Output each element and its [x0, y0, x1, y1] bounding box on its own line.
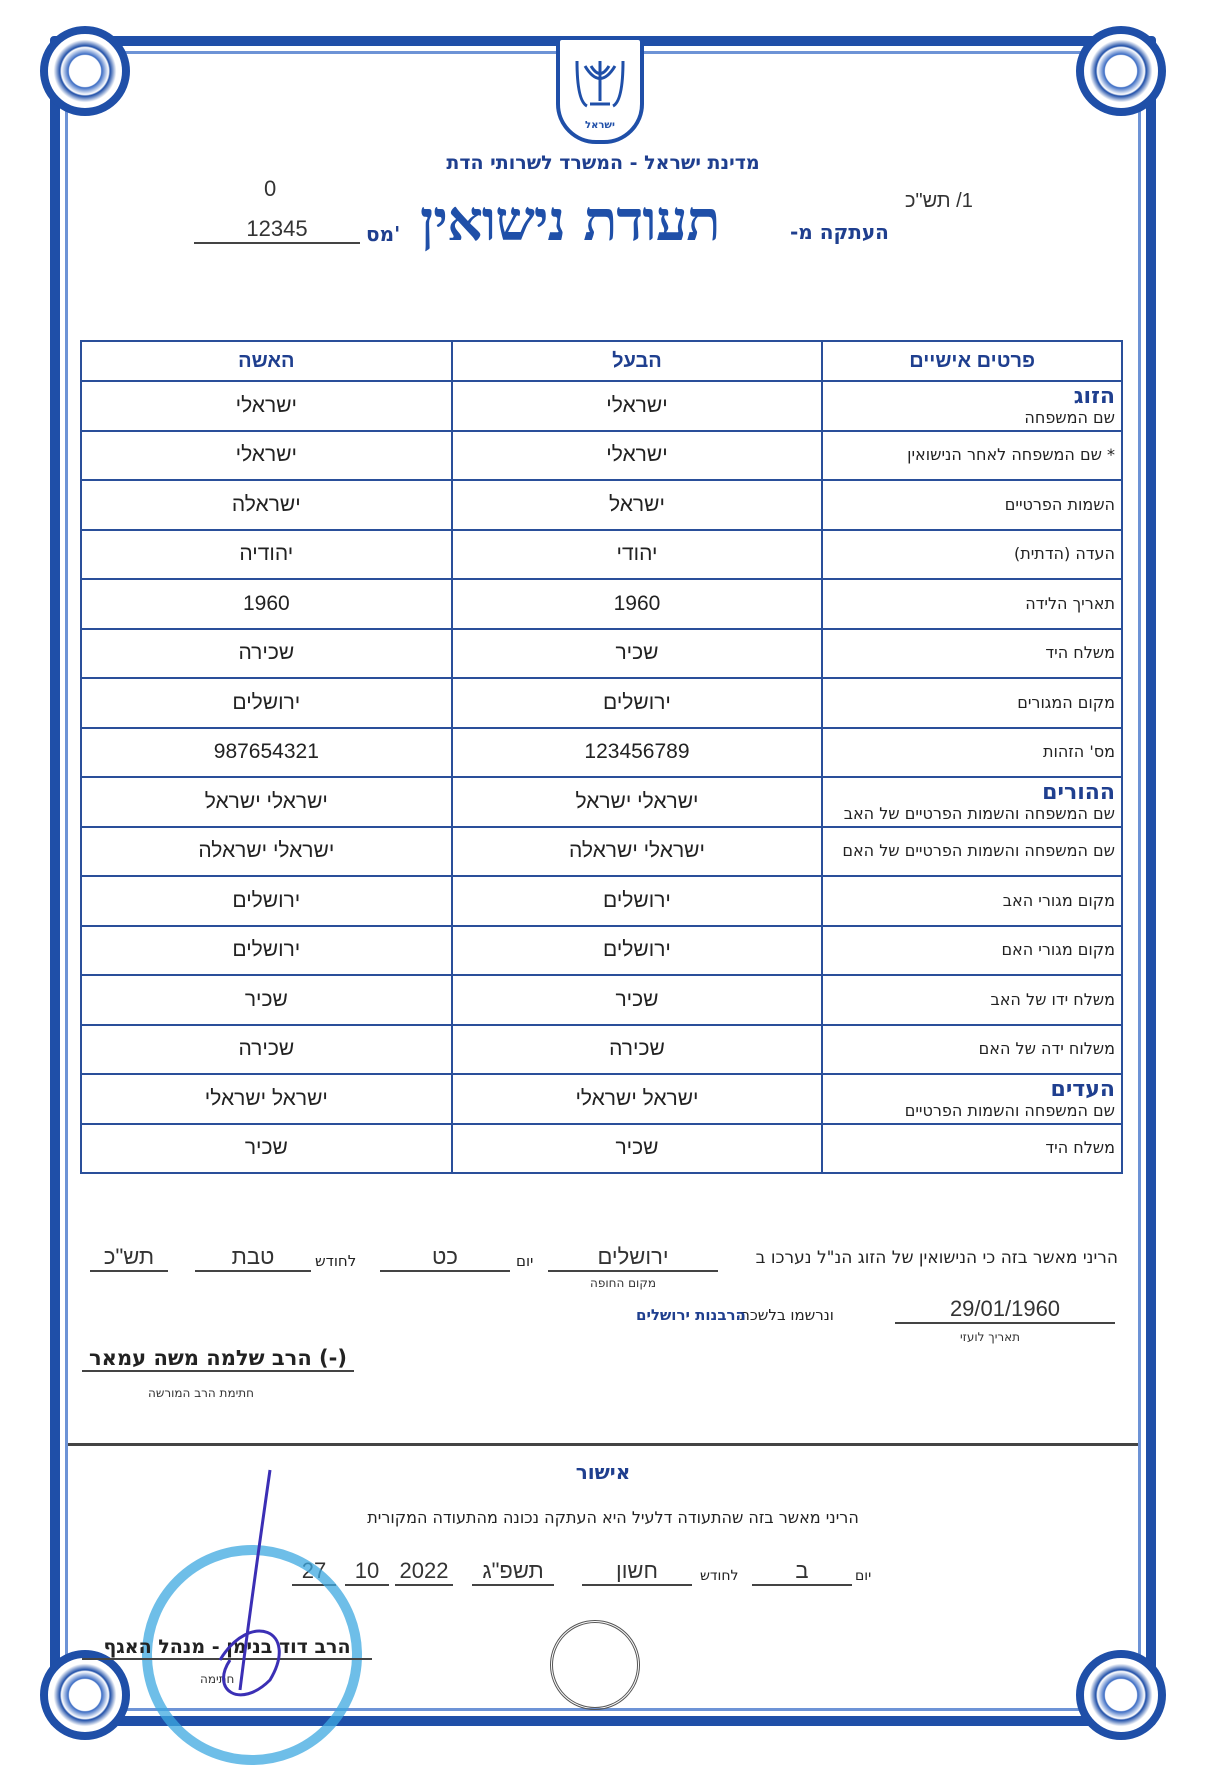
section-heading: העדים — [1050, 1076, 1115, 1102]
corner-ornament-icon — [40, 1650, 130, 1740]
state-emblem-icon: ישראל — [556, 36, 644, 144]
husband-value: שכיר — [452, 975, 823, 1025]
row-label — [822, 926, 1122, 976]
husband-value: יהודי — [452, 530, 823, 580]
husband-value: שכיר — [452, 629, 823, 679]
husband-value: שכיר — [452, 1124, 823, 1174]
husband-value: שכירה — [452, 1025, 823, 1075]
approval-date-year: 2022 — [395, 1558, 453, 1586]
row-label-text: משלח ידו של האב — [990, 989, 1115, 1009]
wife-value: שכירה — [81, 1025, 452, 1075]
approval-year: תשפ"ג — [472, 1558, 554, 1586]
copy-label: העתקה מ- — [790, 220, 889, 244]
husband-value: ישראלי ישראל — [452, 777, 823, 827]
table-row — [81, 431, 1122, 481]
wedding-place: ירושלים — [548, 1244, 718, 1272]
table-row — [81, 1025, 1122, 1075]
registry-name: הרבנות ירושלים — [636, 1306, 746, 1324]
row-label — [822, 876, 1122, 926]
row-label — [822, 579, 1122, 629]
table-row — [81, 728, 1122, 778]
row-label-text: העדה (הדתית) — [1013, 544, 1115, 564]
page-title: תעודת נישואין — [420, 188, 720, 254]
wife-value: יהודיה — [81, 530, 452, 580]
row-label — [822, 530, 1122, 580]
husband-value: ישראלי — [452, 381, 823, 431]
husband-value: ישראל — [452, 480, 823, 530]
approval-date-day: 27 — [292, 1558, 336, 1586]
wife-value: 987654321 — [81, 728, 452, 778]
wedding-month: טבת — [195, 1244, 311, 1272]
table-row — [81, 629, 1122, 679]
row-label-text: השמות הפרטיים — [1004, 494, 1115, 514]
approval-day: ב — [752, 1558, 852, 1586]
row-label — [822, 728, 1122, 778]
date-caption: תאריך לועזי — [960, 1330, 1021, 1344]
row-label — [822, 431, 1122, 481]
wife-value: ישראלי ישראל — [81, 777, 452, 827]
corner-ornament-icon — [40, 26, 130, 116]
day-label: יום — [516, 1252, 534, 1270]
row-label-text: משלוח ידה של האם — [978, 1039, 1115, 1059]
husband-value: ירושלים — [452, 926, 823, 976]
statement-text: הריני מאשר בזה כי הנישואין של הזוג הנ"ל נערכו ב — [755, 1248, 1118, 1268]
table-row — [81, 530, 1122, 580]
section-heading: הזוג — [1073, 383, 1115, 409]
approval-date-month: 10 — [345, 1558, 389, 1586]
approval-month-label: לחודש — [700, 1568, 739, 1584]
row-label-text: שם המשפחה והשמות הפרטיים של האם — [842, 841, 1115, 861]
table-row — [81, 381, 1122, 431]
wife-value: שכירה — [81, 629, 452, 679]
wife-value: ישראלי ישראלה — [81, 827, 452, 877]
husband-value: ישראל ישראלי — [452, 1074, 823, 1124]
row-label — [822, 975, 1122, 1025]
row-label-text: שם המשפחה והשמות הפרטיים — [904, 1101, 1115, 1121]
husband-value: 123456789 — [452, 728, 823, 778]
row-label-text: מקום המגורים — [1017, 692, 1115, 712]
wife-value: ישראלי — [81, 381, 452, 431]
table-row — [81, 777, 1122, 827]
wedding-year: תש"כ — [90, 1244, 168, 1272]
place-caption: מקום החופה — [590, 1276, 656, 1290]
rabbinate-seal-icon — [550, 1620, 640, 1710]
wife-value: ירושלים — [81, 926, 452, 976]
column-header: האשה — [81, 341, 452, 381]
wife-value: ישראלי — [81, 431, 452, 481]
signer-name: הרב דוד בנימן - מנהל האגף — [82, 1636, 372, 1660]
table-row — [81, 926, 1122, 976]
row-label — [822, 678, 1122, 728]
corner-ornament-icon — [1076, 1650, 1166, 1740]
row-label-text: מס' הזהות — [1042, 742, 1115, 762]
husband-value: ישראלי ישראלה — [452, 827, 823, 877]
row-label-text: שם המשפחה — [1024, 408, 1115, 428]
approval-title: אישור — [575, 1460, 631, 1484]
wife-value: ישראל ישראלי — [81, 1074, 452, 1124]
ministry-name: מדינת ישראל - המשרד לשרותי הדת — [446, 152, 760, 174]
rabbi-signature: (-) הרב שלמה משה עמאר — [82, 1346, 354, 1372]
wife-value: שכיר — [81, 975, 452, 1025]
signer-caption: חתימה — [200, 1672, 235, 1686]
table-row — [81, 678, 1122, 728]
row-label-text: מקום מגורי האם — [1001, 940, 1115, 960]
row-label — [822, 381, 1122, 431]
table-row — [81, 579, 1122, 629]
row-label-text: מקום מגורי האב — [1002, 890, 1115, 910]
column-header: פרטים אישיים — [822, 341, 1122, 381]
corner-ornament-icon — [1076, 26, 1166, 116]
row-label-text: משלח היד — [1045, 643, 1115, 663]
wife-value: 1960 — [81, 579, 452, 629]
table-row — [81, 480, 1122, 530]
table-row — [81, 1124, 1122, 1174]
handwritten-signature-icon — [180, 1460, 330, 1720]
number-top: 0 — [264, 176, 277, 201]
registered-label: ונרשמו בלשכת — [740, 1306, 834, 1324]
column-header: הבעל — [452, 341, 823, 381]
husband-value: ירושלים — [452, 678, 823, 728]
approval-day-label: יום — [855, 1568, 872, 1584]
divider — [68, 1443, 1138, 1446]
row-label-text: * שם המשפחה לאחר הנישואין — [907, 445, 1115, 465]
row-label-text: תאריך הלידה — [1025, 593, 1115, 613]
certificate-number: 12345 — [194, 216, 360, 244]
wife-value: ירושלים — [81, 876, 452, 926]
approval-text: הריני מאשר בזה שהתעודה דלעיל היא העתקה נכונה מהתעודה המקורית — [367, 1508, 859, 1527]
gregorian-date: 29/01/1960 — [895, 1296, 1115, 1324]
table-row — [81, 827, 1122, 877]
wife-value: ירושלים — [81, 678, 452, 728]
number-label: מס' — [366, 222, 401, 246]
row-label — [822, 1074, 1122, 1124]
table-row — [81, 975, 1122, 1025]
husband-value: ישראלי — [452, 431, 823, 481]
wife-value: שכיר — [81, 1124, 452, 1174]
table-row — [81, 1074, 1122, 1124]
rabbi-caption: חתימת הרב המורשה — [148, 1386, 255, 1400]
details-table — [80, 340, 1123, 1174]
husband-value: ירושלים — [452, 876, 823, 926]
table-row — [81, 876, 1122, 926]
row-label-text: שם המשפחה והשמות הפרטיים של האב — [843, 804, 1115, 824]
row-label — [822, 777, 1122, 827]
row-label — [822, 480, 1122, 530]
series-label: 1/ תש"כ — [905, 190, 973, 212]
wife-value: ישראלה — [81, 480, 452, 530]
row-label — [822, 827, 1122, 877]
row-label-text: משלח היד — [1045, 1138, 1115, 1158]
husband-value: 1960 — [452, 579, 823, 629]
wedding-day: כט — [380, 1244, 510, 1272]
section-heading: ההורים — [1042, 779, 1115, 805]
month-label: לחודש — [315, 1252, 357, 1270]
row-label — [822, 1025, 1122, 1075]
row-label — [822, 629, 1122, 679]
approval-month: חשון — [582, 1558, 692, 1586]
row-label — [822, 1124, 1122, 1174]
